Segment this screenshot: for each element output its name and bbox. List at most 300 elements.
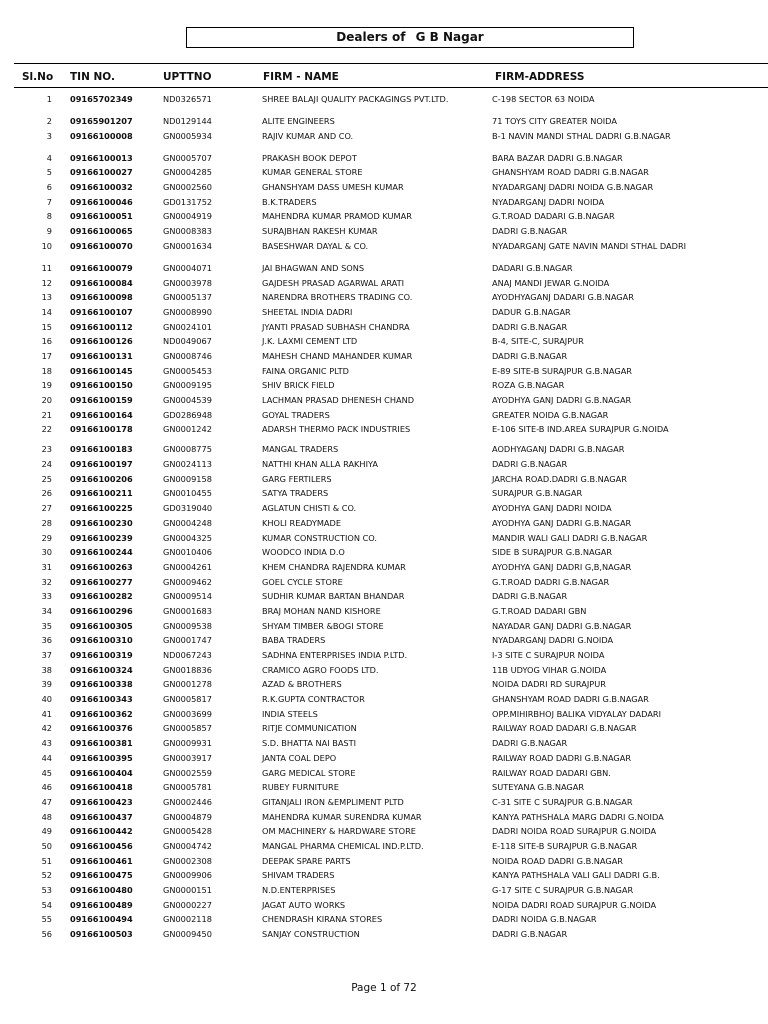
firm-name: SHYAM TIMBER &BOGI STORE <box>262 620 384 631</box>
tin-number: 09166100494 <box>70 914 133 925</box>
tin-number: 09166100244 <box>70 547 133 558</box>
firm-name: KUMAR CONSTRUCTION CO. <box>262 532 377 543</box>
serial-number: 20 <box>41 395 52 405</box>
firm-name: KUMAR GENERAL STORE <box>262 167 363 178</box>
serial-number: 27 <box>41 503 52 514</box>
firm-address: ANAJ MANDI JEWAR G.NOIDA <box>492 277 610 288</box>
firm-name: KHOLI READYMADE <box>262 517 342 528</box>
upttno-number: GN0002118 <box>163 914 212 925</box>
tin-number: 09166100503 <box>70 929 133 940</box>
serial-number: 2 <box>46 116 52 126</box>
firm-address: E-106 SITE-B IND.AREA SURAJPUR G.NOIDA <box>492 424 669 435</box>
tin-number: 09166100319 <box>70 650 133 660</box>
firm-address: NYADARGANJ DADRI NOIDA <box>492 196 605 207</box>
tin-number: 09166100107 <box>70 306 133 317</box>
table-row <box>0 870 768 885</box>
serial-number: 28 <box>41 517 52 528</box>
upttno-number: GN0024113 <box>163 459 212 470</box>
table-row <box>0 131 768 153</box>
table-row <box>0 292 768 307</box>
tin-number: 09165901207 <box>70 116 133 126</box>
table-row <box>0 900 768 915</box>
tin-number: 09166100032 <box>70 182 133 193</box>
table-row <box>0 366 768 381</box>
table-row <box>0 503 768 518</box>
firm-address: AYODHYA GANJ DADRI NOIDA <box>492 503 612 514</box>
upttno-number: GN0004742 <box>163 840 212 851</box>
serial-number: 51 <box>41 855 52 866</box>
firm-name: LACHMAN PRASAD DHENESH CHAND <box>262 395 415 405</box>
serial-number: 40 <box>41 694 52 705</box>
firm-address: 11B UDYOG VIHAR G.NOIDA <box>492 664 607 675</box>
table-row <box>0 307 768 322</box>
tin-number: 09166100178 <box>70 424 133 435</box>
firm-name: CRAMICO AGRO FOODS LTD. <box>262 664 379 675</box>
firm-address: 71 TOYS CITY GREATER NOIDA <box>492 116 617 126</box>
serial-number: 22 <box>41 424 52 435</box>
table-row <box>0 929 768 944</box>
table-row <box>0 635 768 650</box>
upttno-number: GN0001683 <box>163 605 212 616</box>
firm-address: DADRI G.B.NAGAR <box>492 591 568 602</box>
serial-number: 7 <box>46 196 52 207</box>
firm-name: MANGAL PHARMA CHEMICAL IND.P.LTD. <box>262 840 424 851</box>
firm-address: KANYA PATHSHALA VALI GALI DADRI G.B. <box>492 870 660 881</box>
tin-number: 09166100305 <box>70 620 133 631</box>
tin-number: 09166100051 <box>70 211 133 222</box>
serial-number: 10 <box>41 240 52 251</box>
upttno-number: ND0326571 <box>163 94 212 104</box>
tin-number: 09166100480 <box>70 885 133 895</box>
tin-number: 09166100423 <box>70 796 133 807</box>
firm-address: G.T.ROAD DADARI GBN <box>492 605 587 616</box>
firm-name: JAI BHAGWAN AND SONS <box>262 262 365 273</box>
firm-name: SADHNA ENTERPRISES INDIA P.LTD. <box>262 650 408 660</box>
table-row <box>0 709 768 724</box>
tin-number: 09166100437 <box>70 811 133 822</box>
firm-name: MAHENDRA KUMAR SURENDRA KUMAR <box>262 811 422 822</box>
serial-number: 42 <box>41 723 52 734</box>
tin-number: 09166100112 <box>70 321 133 332</box>
firm-name: S.D. BHATTA NAI BASTI <box>262 738 357 749</box>
firm-name: R.K.GUPTA CONTRACTOR <box>262 694 365 705</box>
firm-address: I-3 SITE C SURAJPUR NOIDA <box>492 650 605 660</box>
firm-name: SHIV BRICK FIELD <box>262 380 335 391</box>
header-firm-name: FIRM - NAME <box>263 71 339 83</box>
upttno-number: GN0005857 <box>163 723 212 734</box>
tin-number: 09166100211 <box>70 488 133 499</box>
dealers-table <box>0 94 768 944</box>
firm-name: MANGAL TRADERS <box>262 444 339 455</box>
serial-number: 38 <box>41 664 52 675</box>
upttno-number: GN0002559 <box>163 767 212 778</box>
tin-number: 09166100343 <box>70 694 133 705</box>
table-row <box>0 410 768 425</box>
upttno-number: GN0004919 <box>163 211 212 222</box>
title-place: G B Nagar <box>415 30 484 44</box>
firm-name: SHIVAM TRADERS <box>262 870 335 881</box>
tin-number: 09166100395 <box>70 752 133 763</box>
table-row <box>0 488 768 503</box>
upttno-number: GN0001278 <box>163 679 212 690</box>
table-row <box>0 826 768 841</box>
upttno-number: GN0010455 <box>163 488 212 499</box>
serial-number: 16 <box>41 336 52 347</box>
firm-address: DADRI G.B.NAGAR <box>492 738 568 749</box>
tin-number: 09166100381 <box>70 738 133 749</box>
serial-number: 46 <box>41 782 52 793</box>
upttno-number: GN0009906 <box>163 870 212 881</box>
tin-number: 09166100150 <box>70 380 133 391</box>
table-row <box>0 94 768 116</box>
tin-number: 09166100338 <box>70 679 133 690</box>
serial-number: 32 <box>41 576 52 587</box>
header-upttno: UPTTNO <box>163 71 212 83</box>
table-row <box>0 182 768 197</box>
serial-number: 54 <box>41 899 52 910</box>
tin-number: 09166100131 <box>70 350 133 361</box>
serial-number: 24 <box>41 459 52 470</box>
firm-name: DEEPAK SPARE PARTS <box>262 855 351 866</box>
firm-name: GARG FERTILERS <box>262 473 332 484</box>
serial-number: 9 <box>46 226 52 237</box>
firm-name: BASESHWAR DAYAL & CO. <box>262 240 369 251</box>
serial-number: 56 <box>41 929 52 940</box>
firm-name: NARENDRA BROTHERS TRADING CO. <box>262 292 413 303</box>
table-row <box>0 679 768 694</box>
tin-number: 09166100225 <box>70 503 133 514</box>
upttno-number: GN0004071 <box>163 262 212 273</box>
serial-number: 34 <box>41 605 52 616</box>
upttno-number: GN0009462 <box>163 576 212 587</box>
serial-number: 6 <box>46 182 52 193</box>
tin-number: 09166100456 <box>70 840 133 851</box>
firm-address: DADRI G.B.NAGAR <box>492 929 568 940</box>
tin-number: 09166100239 <box>70 532 133 543</box>
upttno-number: ND0129144 <box>163 116 212 126</box>
upttno-number: GN0004325 <box>163 532 212 543</box>
upttno-number: GN0001747 <box>163 635 212 646</box>
firm-name: OM MACHINERY & HARDWARE STORE <box>262 826 416 837</box>
tin-number: 09166100282 <box>70 591 133 602</box>
header-tin: TIN NO. <box>70 71 115 83</box>
table-row <box>0 694 768 709</box>
serial-number: 11 <box>41 262 52 273</box>
tin-number: 09166100461 <box>70 855 133 866</box>
firm-name: RUBEY FURNITURE <box>262 782 339 793</box>
table-row <box>0 856 768 871</box>
header-top-rule <box>14 63 768 64</box>
upttno-number: GN0000151 <box>163 885 212 895</box>
serial-number: 49 <box>41 826 52 837</box>
firm-address: DADRI G.B.NAGAR <box>492 321 568 332</box>
firm-address: AYODHYAGANJ DADARI G.B.NAGAR <box>492 292 634 303</box>
table-row <box>0 336 768 351</box>
firm-address: C-31 SITE C SURAJPUR G.B.NAGAR <box>492 796 633 807</box>
table-row <box>0 650 768 665</box>
tin-number: 09166100324 <box>70 664 133 675</box>
upttno-number: GN0004879 <box>163 811 212 822</box>
table-row <box>0 197 768 212</box>
upttno-number: GN0004261 <box>163 561 212 572</box>
firm-address: MANDIR WALI GALI DADRI G.B.NAGAR <box>492 532 648 543</box>
firm-address: RAILWAY ROAD DADARI G.B.NAGAR <box>492 723 637 734</box>
firm-address: DADRI NOIDA ROAD SURAJPUR G.NOIDA <box>492 826 657 837</box>
firm-name: JYANTI PRASAD SUBHASH CHANDRA <box>262 321 410 332</box>
table-row <box>0 278 768 293</box>
firm-name: INDIA STEELS <box>262 708 318 719</box>
firm-address: NOIDA DADRI RD SURAJPUR <box>492 679 606 690</box>
firm-address: AODHYAGANJ DADRI G.B.NAGAR <box>492 444 625 455</box>
tin-number: 09166100013 <box>70 152 133 163</box>
upttno-number: GD0286948 <box>163 409 213 420</box>
firm-address: NYADARGANJ GATE NAVIN MANDI STHAL DADRI <box>492 240 687 251</box>
table-row <box>0 167 768 182</box>
firm-address: KANYA PATHSHALA MARG DADRI G.NOIDA <box>492 811 664 822</box>
serial-number: 18 <box>41 365 52 376</box>
table-row <box>0 738 768 753</box>
firm-address: OPP.MIHIRBHOJ BALIKA VIDYALAY DADARI <box>492 708 662 719</box>
serial-number: 3 <box>46 130 52 141</box>
firm-name: BABA TRADERS <box>262 635 326 646</box>
serial-number: 25 <box>41 473 52 484</box>
header-bottom-rule <box>14 87 768 88</box>
tin-number: 09166100489 <box>70 899 133 910</box>
table-row <box>0 797 768 812</box>
firm-name: AGLATUN CHISTI & CO. <box>262 503 357 514</box>
serial-number: 1 <box>46 94 52 104</box>
firm-name: CHENDRASH KIRANA STORES <box>262 914 383 925</box>
serial-number: 52 <box>41 870 52 881</box>
tin-number: 09166100159 <box>70 395 133 405</box>
firm-address: RAILWAY ROAD DADRI G.B.NAGAR <box>492 752 632 763</box>
serial-number: 43 <box>41 738 52 749</box>
firm-name: SUDHIR KUMAR BARTAN BHANDAR <box>262 591 405 602</box>
serial-number: 17 <box>41 350 52 361</box>
firm-name: N.D.ENTERPRISES <box>262 885 336 895</box>
serial-number: 53 <box>41 885 52 895</box>
upttno-number: GN0008990 <box>163 306 212 317</box>
serial-number: 23 <box>41 444 52 455</box>
tin-number: 09166100404 <box>70 767 133 778</box>
serial-number: 45 <box>41 767 52 778</box>
tin-number: 09166100079 <box>70 262 133 273</box>
tin-number: 09166100418 <box>70 782 133 793</box>
firm-name: KHEM CHANDRA RAJENDRA KUMAR <box>262 561 406 572</box>
upttno-number: GN0005137 <box>163 292 212 303</box>
upttno-number: GN0005817 <box>163 694 212 705</box>
firm-address: DADUR G.B.NAGAR <box>492 306 571 317</box>
firm-name: SANJAY CONSTRUCTION <box>262 929 360 940</box>
firm-address: JARCHA ROAD.DADRI G.B.NAGAR <box>492 473 627 484</box>
serial-number: 37 <box>41 650 52 660</box>
firm-address: GHANSHYAM ROAD DADRI G.B.NAGAR <box>492 167 649 178</box>
upttno-number: GN0000227 <box>163 899 212 910</box>
serial-number: 35 <box>41 620 52 631</box>
upttno-number: GN0009158 <box>163 473 212 484</box>
firm-name: JANTA COAL DEPO <box>262 752 337 763</box>
serial-number: 19 <box>41 380 52 391</box>
tin-number: 09165702349 <box>70 94 133 104</box>
table-row <box>0 518 768 533</box>
firm-address: SUTEYANA G.B.NAGAR <box>492 782 585 793</box>
table-row <box>0 424 768 444</box>
tin-number: 09166100145 <box>70 365 133 376</box>
firm-name: PRAKASH BOOK DEPOT <box>262 152 357 163</box>
table-row <box>0 914 768 929</box>
upttno-number: GN0009538 <box>163 620 212 631</box>
upttno-number: GN0003699 <box>163 708 212 719</box>
firm-address: NAYADAR GANJ DADRI G.B.NAGAR <box>492 620 632 631</box>
firm-name: GOYAL TRADERS <box>262 409 330 420</box>
table-row <box>0 351 768 366</box>
table-row <box>0 577 768 592</box>
firm-address: BARA BAZAR DADRI G.B.NAGAR <box>492 152 623 163</box>
firm-name: GOEL CYCLE STORE <box>262 576 343 587</box>
firm-name: MAHESH CHAND MAHANDER KUMAR <box>262 350 413 361</box>
table-row <box>0 226 768 241</box>
firm-name: SATYA TRADERS <box>262 488 329 499</box>
tin-number: 09166100070 <box>70 240 133 251</box>
firm-name: SURAJBHAN RAKESH KUMAR <box>262 226 378 237</box>
tin-number: 09166100084 <box>70 277 133 288</box>
upttno-number: GN0005934 <box>163 130 212 141</box>
firm-address: AYODHYA GANJ DADRI G,B,NAGAR <box>492 561 632 572</box>
firm-address: SIDE B SURAJPUR G.B.NAGAR <box>492 547 613 558</box>
table-row <box>0 841 768 856</box>
tin-number: 09166100310 <box>70 635 133 646</box>
serial-number: 39 <box>41 679 52 690</box>
table-row <box>0 380 768 395</box>
serial-number: 30 <box>41 547 52 558</box>
upttno-number: GN0003978 <box>163 277 212 288</box>
firm-name: RITJE COMMUNICATION <box>262 723 357 734</box>
firm-name: SHREE BALAJI QUALITY PACKAGINGS PVT.LTD. <box>262 94 449 104</box>
tin-number: 09166100263 <box>70 561 133 572</box>
upttno-number: GN0002308 <box>163 855 212 866</box>
table-row <box>0 116 768 131</box>
table-row <box>0 459 768 474</box>
upttno-number: GN0004539 <box>163 395 212 405</box>
upttno-number: GN0005453 <box>163 365 212 376</box>
firm-address: NOIDA DADRI ROAD SURAJPUR G.NOIDA <box>492 899 657 910</box>
table-row <box>0 474 768 489</box>
upttno-number: GD0131752 <box>163 196 213 207</box>
table-row <box>0 606 768 621</box>
firm-address: DADARI G.B.NAGAR <box>492 262 573 273</box>
firm-name: ALITE ENGINEERS <box>262 116 335 126</box>
serial-number: 36 <box>41 635 52 646</box>
table-row <box>0 444 768 459</box>
tin-number: 09166100442 <box>70 826 133 837</box>
tin-number: 09166100183 <box>70 444 133 455</box>
table-row <box>0 723 768 738</box>
firm-address: ROZA G.B.NAGAR <box>492 380 565 391</box>
table-row <box>0 665 768 680</box>
upttno-number: GN0008383 <box>163 226 212 237</box>
upttno-number: GN0009514 <box>163 591 212 602</box>
firm-name: AZAD & BROTHERS <box>262 679 342 690</box>
upttno-number: GN0003917 <box>163 752 212 763</box>
firm-address: NYADARGANJ DADRI NOIDA G.B.NAGAR <box>492 182 654 193</box>
tin-number: 09166100065 <box>70 226 133 237</box>
serial-number: 26 <box>41 488 52 499</box>
firm-name: MAHENDRA KUMAR PRAMOD KUMAR <box>262 211 412 222</box>
firm-name: NATTHI KHAN ALLA RAKHIYA <box>262 459 378 470</box>
upttno-number: GN0009450 <box>163 929 212 940</box>
tin-number: 09166100475 <box>70 870 133 881</box>
serial-number: 29 <box>41 532 52 543</box>
upttno-number: ND0067243 <box>163 650 212 660</box>
firm-name: JAGAT AUTO WORKS <box>262 899 346 910</box>
table-row <box>0 263 768 278</box>
serial-number: 21 <box>41 409 52 420</box>
tin-number: 09166100296 <box>70 605 133 616</box>
title-prefix: Dealers of <box>336 30 406 44</box>
table-row <box>0 153 768 168</box>
firm-address: G.T.ROAD DADARI G.B.NAGAR <box>492 211 615 222</box>
table-row <box>0 753 768 768</box>
firm-address: RAILWAY ROAD DADARI GBN. <box>492 767 611 778</box>
tin-number: 09166100206 <box>70 473 133 484</box>
serial-number: 14 <box>41 306 52 317</box>
document-title-box <box>186 27 634 48</box>
firm-name: RAJIV KUMAR AND CO. <box>262 130 354 141</box>
tin-number: 09166100046 <box>70 196 133 207</box>
upttno-number: GN0005428 <box>163 826 212 837</box>
serial-number: 41 <box>41 708 52 719</box>
upttno-number: GN0024101 <box>163 321 212 332</box>
firm-name: ADARSH THERMO PACK INDUSTRIES <box>262 424 411 435</box>
serial-number: 8 <box>46 211 52 222</box>
table-row <box>0 533 768 548</box>
table-row <box>0 562 768 577</box>
upttno-number: GN0009931 <box>163 738 212 749</box>
upttno-number: GN0008746 <box>163 350 212 361</box>
firm-address: C-198 SECTOR 63 NOIDA <box>492 94 595 104</box>
table-row <box>0 211 768 226</box>
table-row <box>0 768 768 783</box>
serial-number: 47 <box>41 796 52 807</box>
header-firm-address: FIRM-ADDRESS <box>495 71 585 83</box>
serial-number: 4 <box>46 152 52 163</box>
firm-address: GREATER NOIDA G.B.NAGAR <box>492 409 609 420</box>
serial-number: 48 <box>41 811 52 822</box>
serial-number: 31 <box>41 561 52 572</box>
table-row <box>0 591 768 606</box>
serial-number: 44 <box>41 752 52 763</box>
tin-number: 09166100376 <box>70 723 133 734</box>
upttno-number: GD0319040 <box>163 503 213 514</box>
firm-name: WOODCO INDIA D.O <box>262 547 345 558</box>
firm-address: DADRI NOIDA G.B.NAGAR <box>492 914 597 925</box>
firm-address: NYADARGANJ DADRI G.NOIDA <box>492 635 614 646</box>
firm-name: GAJDESH PRASAD AGARWAL ARATI <box>262 277 405 288</box>
upttno-number: GN0010406 <box>163 547 212 558</box>
serial-number: 55 <box>41 914 52 925</box>
firm-name: B.K.TRADERS <box>262 196 317 207</box>
upttno-number: GN0004285 <box>163 167 212 178</box>
table-row <box>0 885 768 900</box>
serial-number: 12 <box>41 277 52 288</box>
firm-address: GHANSHYAM ROAD DADRI G.B.NAGAR <box>492 694 649 705</box>
firm-address: B-4, SITE-C, SURAJPUR <box>492 336 584 347</box>
tin-number: 09166100197 <box>70 459 133 470</box>
upttno-number: GN0002446 <box>163 796 212 807</box>
table-row <box>0 322 768 337</box>
firm-address: G-17 SITE C SURAJPUR G.B.NAGAR <box>492 885 634 895</box>
firm-name: GITANJALI IRON &EMPLIMENT PLTD <box>262 796 404 807</box>
